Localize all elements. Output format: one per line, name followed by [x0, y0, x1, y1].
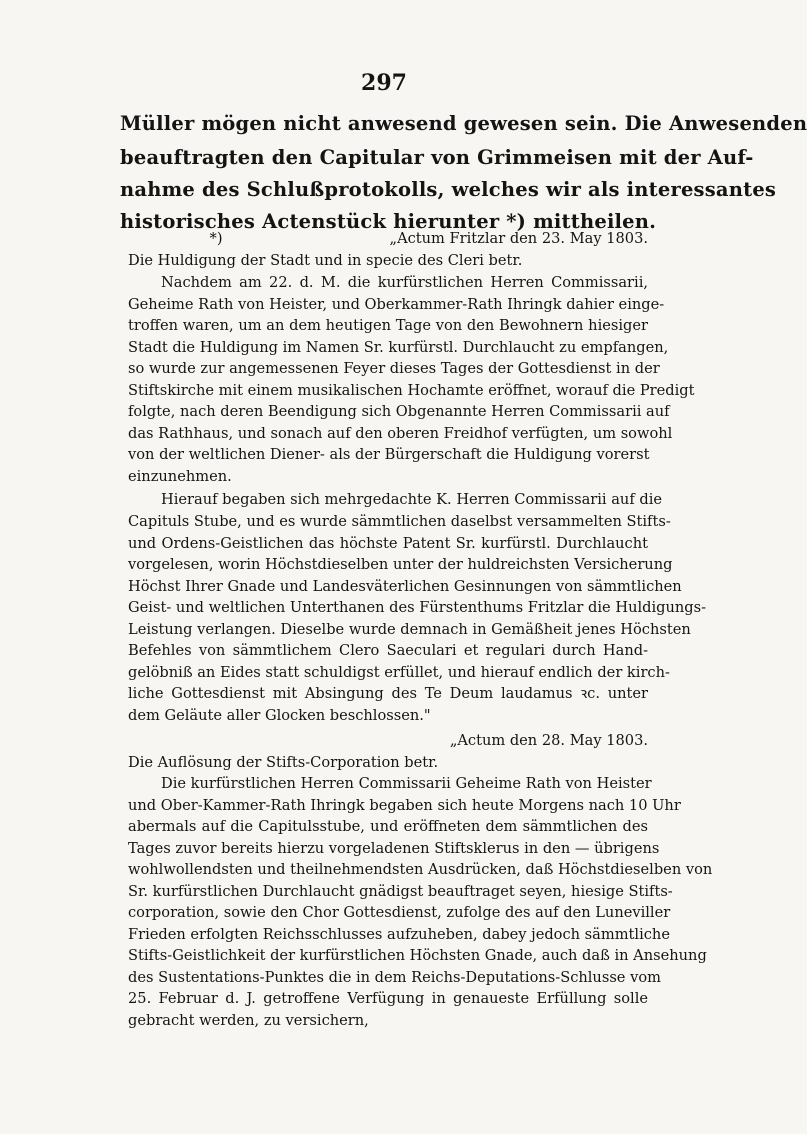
footnote-line: Capituls Stube, und es wurde sämmtlichen daselbst versammelten Stifts-	[128, 513, 671, 530]
footnote-line: des Sustentations-Punktes die in dem Reichs-Deputations-Schlusse vom	[128, 969, 661, 986]
intro-line: historisches Actenstück hierunter *) mittheilen.	[120, 210, 657, 233]
footnote-line: vorgelesen, worin Höchstdieselben unter der huldreichsten Versicherung	[128, 556, 673, 573]
footnote-line: Stadt die Huldigung im Namen Sr. kurfürstl. Durchlaucht zu empfangen,	[128, 339, 669, 356]
footnote-line: und Ordens-Geistlichen das höchste Patent Sr. kurfürstl. Durchlaucht	[128, 535, 648, 552]
page-number: 297	[361, 70, 407, 96]
footnote-line: Die Auflösung der Stifts-Corporation betr.	[128, 754, 439, 771]
footnote-line: Die Huldigung der Stadt und in specie des Cleri betr.	[128, 252, 523, 269]
footnote-line: Frieden erfolgten Reichsschlusses aufzuheben, dabey jedoch sämmtliche	[128, 926, 670, 943]
footnote-line: troffen waren, um an dem heutigen Tage von den Bewohnern hiesiger	[128, 317, 648, 334]
intro-line: nahme des Schlußprotokolls, welches wir als interessantes	[120, 178, 777, 201]
footnote-line: wohlwollendsten und theilnehmendsten Ausdrücken, daß Höchstdieselben von	[128, 861, 713, 878]
footnote-line: Leistung verlangen. Dieselbe wurde demnach in Gemäßheit jenes Höchsten	[128, 621, 691, 638]
footnote-line: Stiftskirche mit einem musikalischen Hochamte eröffnet, worauf die Predigt	[128, 382, 695, 399]
footnote-line: Die kurfürstlichen Herren Commissarii Geheime Rath von Heister	[161, 775, 652, 792]
footnote-line: gebracht werden, zu versichern,	[128, 1012, 369, 1029]
footnote-line: einzunehmen.	[128, 468, 232, 485]
intro-line: Müller mögen nicht anwesend gewesen sein. Die Anwesenden	[120, 112, 807, 135]
footnote-line: Stifts-Geistlichkeit der kurfürstlichen Höchsten Gnade, auch daß in Ansehung	[128, 947, 707, 964]
footnote-line: Tages zuvor bereits hierzu vorgeladenen Stiftsklerus in den — übrigens	[128, 840, 660, 857]
footnote-line: Befehles von sämmtlichem Clero Saeculari et regulari durch Hand-	[128, 642, 648, 659]
footnote-line: Nachdem am 22. d. M. die kurfürstlichen Herren Commissarii,	[161, 274, 648, 291]
footnote-line: folgte, nach deren Beendigung sich Obgenannte Herren Commissarii auf	[128, 403, 670, 420]
footnote-line: abermals auf die Capitulsstube, und eröffneten dem sämmtlichen des	[128, 818, 648, 835]
footnote-line: corporation, sowie den Chor Gottesdienst, zufolge des auf den Luneviller	[128, 904, 671, 921]
footnote-line: Hierauf begaben sich mehrgedachte K. Herren Commissarii auf die	[161, 491, 663, 508]
intro-line: beauftragten den Capitular von Grimmeisen mit der Auf-	[120, 146, 754, 169]
footnote-line: Sr. kurfürstlichen Durchlaucht gnädigst beauftraget seyen, hiesige Stifts-	[128, 883, 673, 900]
footnote-line: dem Geläute aller Glocken beschlossen."	[128, 707, 431, 724]
footnote-line: 25. Februar d. J. getroffene Verfügung in genaueste Erfüllung solle	[128, 990, 648, 1007]
footnote-line: Geist- und weltlichen Unterthanen des Fürstenthums Fritzlar die Huldigungs-	[128, 599, 707, 616]
footnote-line: so wurde zur angemessenen Feyer dieses Tages der Gottesdienst in der	[128, 360, 660, 377]
footnote-line: das Rathhaus, und sonach auf den oberen Freidhof verfügten, um sowohl	[128, 425, 673, 442]
footnote-line: von der weltlichen Diener- als der Bürgerschaft die Huldigung vorerst	[128, 446, 650, 463]
footnote-line: Höchst Ihrer Gnade und Landesväterlichen Gesinnungen von sämmtlichen	[128, 578, 682, 595]
footnote-line: Geheime Rath von Heister, und Oberkammer-Rath Ihringk dahier einge-	[128, 296, 665, 313]
footnote-line: „Actum den 28. May 1803.	[449, 732, 648, 749]
footnote-line: liche Gottesdienst mit Absingung des Te Deum laudamus ꝛc. unter	[128, 685, 648, 702]
footnote-line: gelöbniß an Eides statt schuldigst erfüllet, und hierauf endlich der kirch-	[128, 664, 670, 681]
footnote-line: und Ober-Kammer-Rath Ihringk begaben sich heute Morgens nach 10 Uhr	[128, 797, 681, 814]
footnote-line: *) „Actum Fritzlar den 23. May 1803.	[209, 230, 648, 247]
